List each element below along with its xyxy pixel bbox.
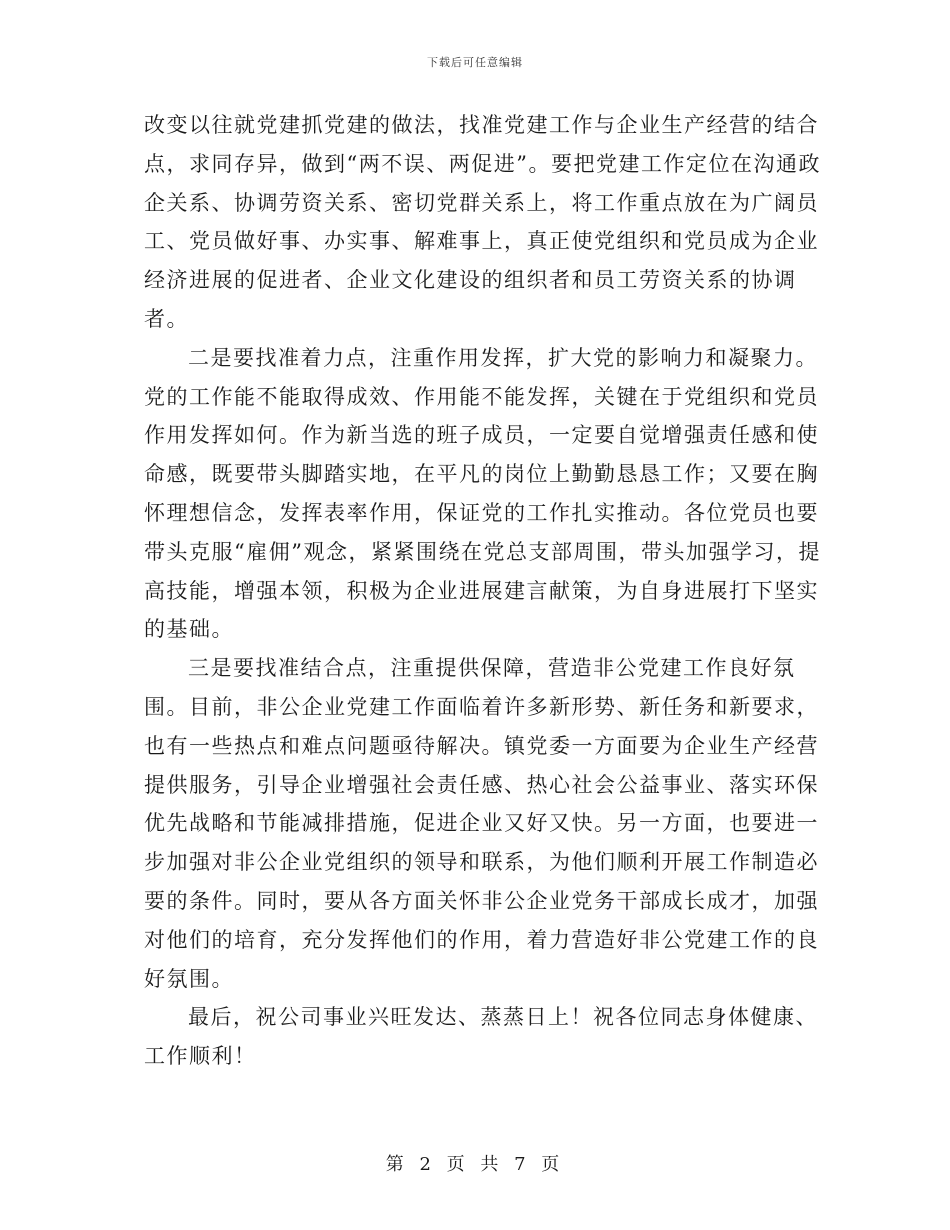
document-body	[144, 106, 824, 1076]
paragraph-closing: 最后，祝公司事业兴旺发达、蒸蒸日上！祝各位同志身体健康、工作顺利！	[144, 1005, 818, 1069]
paragraph-point-two: 二是要找准着力点，注重作用发挥，扩大党的影响力和凝聚力。党的工作能不能取得成效、作用能不能发挥，关键在于党组织和党员作用发挥如何。作为新当选的班子成员，一定要自觉增强责任感和使命感，既要带头脚踏实地，在平凡的岗位上勤勤恳恳工作；又要在胸怀理想信念，发挥表率作用，保证党的工作扎实推动。各位党员也要带头克服“雇佣”观念，紧紧围绕在党总支部周围，带头加强学习，提高技能，增强本领，积极为企业进展建言献策，为自身进展打下坚实的基础。	[144, 345, 821, 642]
paragraph-continuation: 改变以往就党建抓党建的做法，找准党建工作与企业生产经营的结合点，求同存异，做到“两不误、两促进”。要把党建工作定位在沟通政企关系、协调劳资关系、密切党群关系上，将工作重点放在为广阔员工、党员做好事、办实事、解难事上，真正使党组织和党员成为企业经济进展的促进者、企业文化建设的组织者和员工劳资关系的协调者。	[144, 113, 821, 331]
page-header: 下载后可任意编辑	[427, 56, 523, 69]
paragraph-point-three: 三是要找准结合点，注重提供保障，营造非公党建工作良好氛围。目前，非公企业党建工作面临着许多新形势、新任务和新要求，也有一些热点和难点问题亟待解决。镇党委一方面要为企业生产经营提供服务，引导企业增强社会责任感、热心社会公益事业、落实环保优先战略和节能减排措施，促进企业又好又快。另一方面，也要进一步加强对非公企业党组织的领导和联系，为他们顺利开展工作制造必要的条件。同时，要从各方面关怀非公企业党务干部成长成才，加强对他们的培育，充分发挥他们的作用，着力营造好非公党建工作的良好氛围。	[144, 656, 819, 991]
page-number-footer: 第 2 页 共 7 页	[385, 1154, 565, 1175]
